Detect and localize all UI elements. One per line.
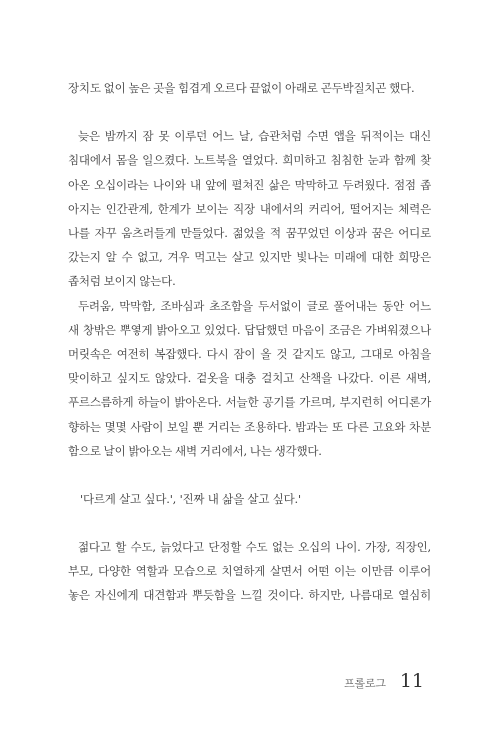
text-line: 젊다고 할 수도, 늙었다고 단정할 수도 없는 오십의 나이. 가장, 직장인, [78,540,431,555]
paragraph-fifty-line [68,559,431,583]
text-line: 푸르스름하게 하늘이 밝아온다. 서늘한 공기를 가르며, 부지런히 어디론가 [68,395,431,410]
body-text [68,76,431,608]
text-line: 머릿속은 여전히 복잡했다. 다시 잠이 올 것 같지도 않고, 그대로 아침을 [68,347,431,362]
paragraph-dawn-walk-line [68,439,431,463]
text-line: 나를 자꾸 움츠러들게 만들었다. 젊었을 적 꿈꾸었던 이상과 꿈은 어디로 [68,226,431,241]
text-line: 맞이하고 싶지도 않았다. 겉옷을 대충 걸치고 산책을 나갔다. 이른 새벽, [68,371,431,386]
text-line: 침대에서 몸을 일으켰다. 노트북을 열었다. 희미하고 침침한 눈과 함께 찾 [68,153,431,168]
paragraph-dawn-walk-line [68,366,431,390]
page-footer [344,670,424,692]
paragraph-dawn-walk-line [68,318,431,342]
text-line: 늦은 밤까지 잠 못 이루던 어느 날, 습관처럼 수면 앱을 뒤적이는 대신 [78,129,431,144]
text-line: 두려움, 막막함, 조바심과 초조함을 두서없이 글로 풀어내는 동안 어느 [78,298,431,313]
paragraph-gap [68,100,431,124]
quote-line: '다르게 살고 싶다.', '진짜 내 삶을 살고 싶다.' [80,492,301,507]
paragraph-dawn-walk-line [68,415,431,439]
paragraph-late-night-line [68,221,431,245]
text-line: 아온 오십이라는 나이와 내 앞에 펼쳐진 삶은 막막하고 두려웠다. 점점 좁 [68,177,431,192]
paragraph-late-night-line [68,148,431,172]
paragraph-late-night-line [68,245,431,269]
paragraph-continuation [68,76,431,100]
paragraph-dawn-walk-line [68,342,431,366]
text-line: 놓은 자신에게 대견함과 뿌듯함을 느낄 것이다. 하지만, 나름대로 열심히 [68,588,431,603]
paragraph-fifty [68,535,431,559]
page-number: 11 [399,670,424,692]
paragraph-late-night-line [68,197,431,221]
text-line: 갔는지 알 수 없고, 겨우 먹고는 살고 있지만 빛나는 미래에 대한 희망은 [68,250,431,265]
paragraph-gap [68,463,431,487]
text-line: 아지는 인간관계, 한계가 보이는 직장 내에서의 커리어, 떨어지는 체력은 [68,201,431,216]
paragraph-late-night [68,124,431,148]
paragraph-dawn-walk-line [68,390,431,414]
paragraph-dawn-walk [68,294,431,318]
paragraph-fifty-line [68,583,431,607]
paragraph-late-night-line [68,173,431,197]
text-line: 부모, 다양한 역할과 모습으로 치열하게 살면서 어떤 이는 이만큼 이루어 [68,564,431,579]
chapter-label: 프롤로그 [344,677,386,690]
text-line: 새 창밖은 뿌옇게 밝아오고 있었다. 답답했던 마음이 조금은 가벼워졌으나 [68,322,431,337]
text-line: 함으로 날이 밝아오는 새벽 거리에서, 나는 생각했다. [68,443,322,458]
paragraph-late-night-line [68,269,431,293]
paragraph-gap [68,511,431,535]
text-line: 장치도 없이 높은 곳을 힘겹게 오르다 끝없이 아래로 곤두박질치곤 했다. [68,81,415,95]
text-line: 향하는 몇몇 사람이 보일 뿐 거리는 조용하다. 밤과는 또 다른 고요와 차분 [68,419,431,434]
text-line: 좁처럼 보이지 않는다. [68,274,176,289]
